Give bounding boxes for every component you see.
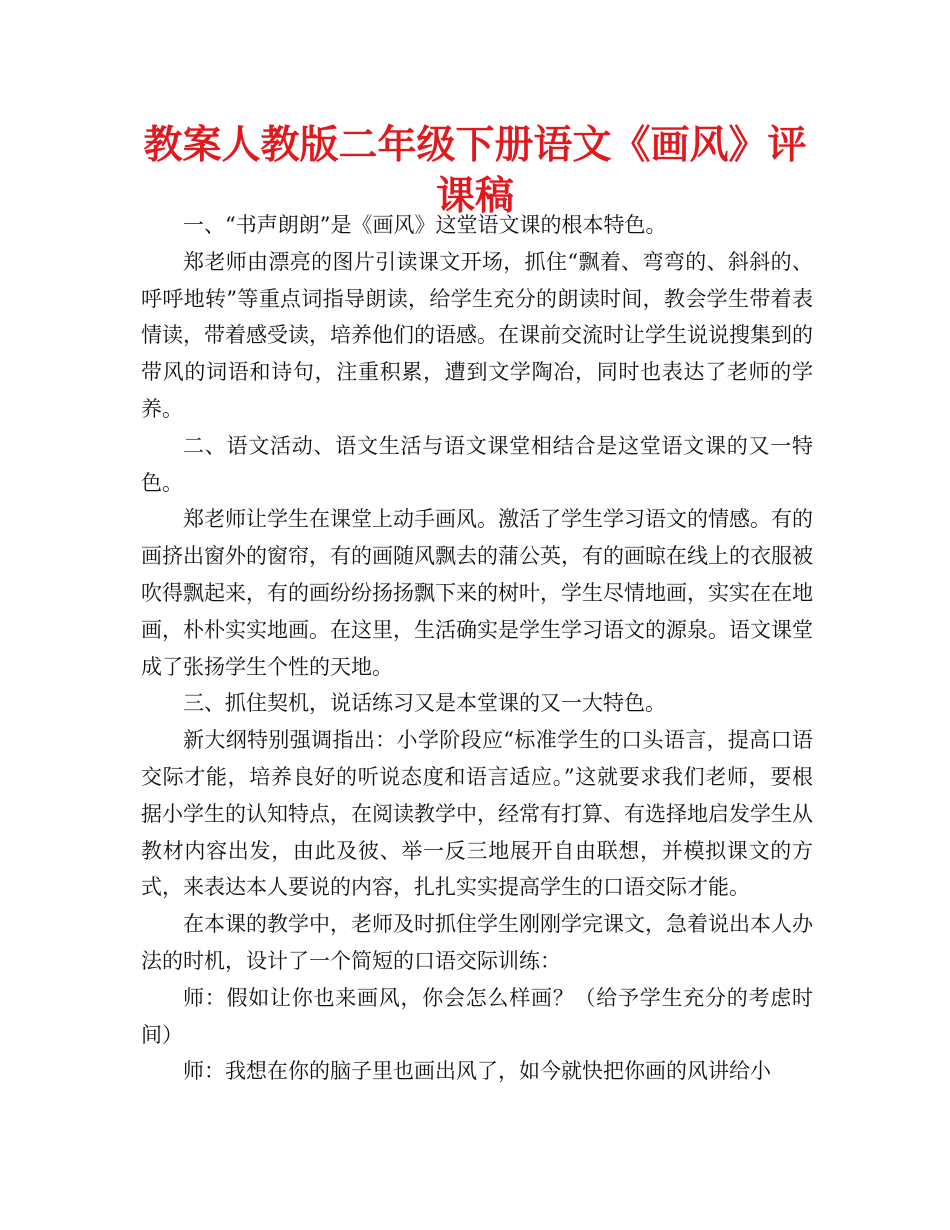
paragraph: 师：假如让你也来画风，你会怎么样画？（给予学生充分的考虑时间）	[141, 985, 813, 1047]
paragraph: 三、抓住契机，说话练习又是本堂课的又一大特色。	[183, 691, 666, 716]
paragraph: 在本课的教学中，老师及时抓住学生刚刚学完课文，急着说出本人办法的时机，设计了一个简短的口语交际训练：	[141, 912, 813, 973]
document-title: 教案人教版二年级下册语文《画风》评课稿	[143, 123, 807, 219]
paragraph: 二、语文活动、语文生活与语文课堂相结合是这堂语文课的又一特色。	[141, 433, 813, 495]
paragraph: 师：我想在你的脑子里也画出风了，如今就快把你画的风讲给小	[183, 1059, 771, 1084]
paragraph: 郑老师让学生在课堂上动手画风。激活了学生学习语文的情感。有的画挤出窗外的窗帘，有的画随风飘去的蒲公英，有的画晾在线上的衣服被吹得飘起来，有的画纷纷扬扬飘下来的树叶，学生尽情地画，实实在在地画，朴朴实实地画。在这里，生活确实是学生学习语文的源泉。语文课堂成了张扬学生个性的天地。	[141, 507, 813, 679]
paragraph: 新大纲特别强调指出：小学阶段应“标准学生的口头语言，提高口语交际才能，培养良好的听说态度和语言适应。”这就要求我们老师，要根据小学生的认知特点，在阅读教学中，经常有打算、有选择地启发学生从教材内容出发，由此及彼、举一反三地展开自由联想，并模拟课文的方式，来表达本人要说的内容，扎扎实实提高学生的口语交际才能。	[141, 728, 813, 900]
paragraph: 郑老师由漂亮的图片引读课文开场，抓住“飘着、弯弯的、斜斜的、呼呼地转”等重点词指导朗读，给学生充分的朗读时间，教会学生带着表情读，带着感受读，培养他们的语感。在课前交流时让学生说说搜集到的带风的词语和诗句，注重积累，遭到文学陶冶，同时也表达了老师的学养。	[141, 249, 813, 421]
paragraph: 一、“书声朗朗”是《画风》这堂语文课的根本特色。	[183, 213, 667, 237]
document-body	[141, 207, 813, 1090]
